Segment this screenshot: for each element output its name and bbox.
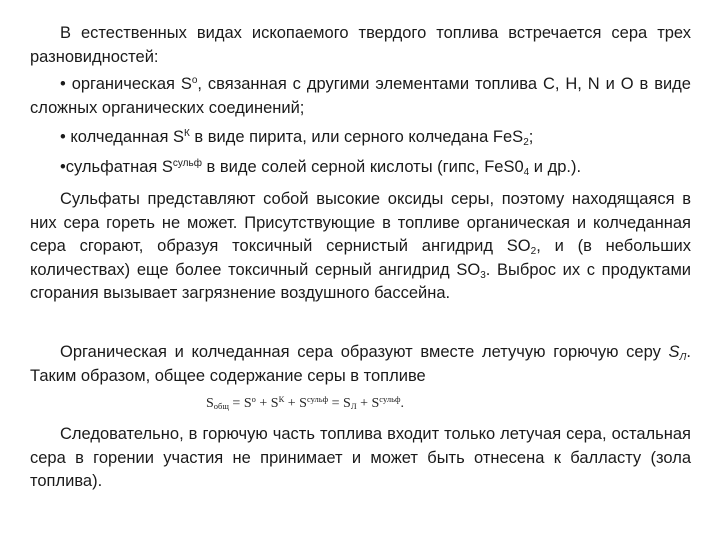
pyrite-end: ;: [528, 128, 534, 146]
organic-label: органическая S: [71, 75, 192, 93]
paragraph-sulfates: [30, 188, 691, 306]
volatile-text-a: Органическая и колчеданная сера образуют вместе летучую горючую серу: [60, 343, 669, 361]
sulfate-subscript: 4: [523, 167, 530, 178]
bullet-icon: •: [60, 128, 66, 146]
sulfates-text-c: . Выброс их с продуктами сгорания вызывает загрязнение воздушного бассейна.: [30, 260, 692, 302]
sulfate-end: и др.).: [529, 158, 582, 176]
intro-text: В естественных видах ископаемого твердого топлива встречается сера трех разновидностей:: [30, 24, 691, 66]
paragraph-volatile-sulfur: [30, 341, 691, 388]
conclusion-text: Следовательно, в горючую часть топлива входит только летучая сера, остальная сера в горении участия не принимает и может быть отнесена к балласту (зола топлива).: [30, 425, 691, 490]
paragraph-conclusion: [30, 423, 691, 494]
sulfate-superscript: сульф: [172, 158, 202, 169]
bullet-icon: •: [60, 75, 66, 93]
volatile-symbol: S: [668, 343, 680, 361]
sulfate-description: в виде солей серной кислоты (гипс, FeS0: [201, 158, 524, 176]
paragraph-intro: [30, 22, 691, 69]
volatile-text-b: . Таким образом, общее содержание серы в топливе: [30, 343, 691, 385]
paragraph-organic-sulfur: [30, 73, 691, 120]
volatile-subscript: Л: [679, 352, 687, 363]
pyrite-subscript: 2: [523, 137, 529, 148]
bullet-icon: •: [60, 158, 66, 176]
pyrite-label: колчеданная S: [70, 128, 184, 146]
sulfates-text-b: , и (в небольших количествах) еще более токсичный серный ангидрид SO: [30, 237, 691, 279]
pyrite-superscript: К: [184, 128, 190, 139]
organic-superscript: о: [191, 75, 198, 86]
organic-description: , связанная с другими элементами топлива С, Н, N и О в виде сложных органических соединений;: [30, 75, 691, 117]
sulfates-text-a: Сульфаты представляют собой высокие оксиды серы, поэтому находящаяся в них сера гореть не может. Присутствующие в топливе органическая и колчеданная сера сгорают, образуя токсичный сернистый ангидрид SO: [30, 190, 691, 255]
so3-subscript: 3: [480, 269, 486, 281]
paragraph-pyrite-sulfur: [30, 126, 691, 150]
sulfate-label: сульфатная S: [65, 158, 173, 176]
sulfur-formula: $S_{общ} = S^о + S^К + S^{сульф} = S_Л + S^{сульф}$.: [206, 394, 404, 411]
pyrite-description: в виде пирита, или серного колчедана FeS: [189, 128, 524, 146]
so2-subscript: 2: [530, 246, 537, 257]
paragraph-sulfate-sulfur: [30, 156, 691, 180]
